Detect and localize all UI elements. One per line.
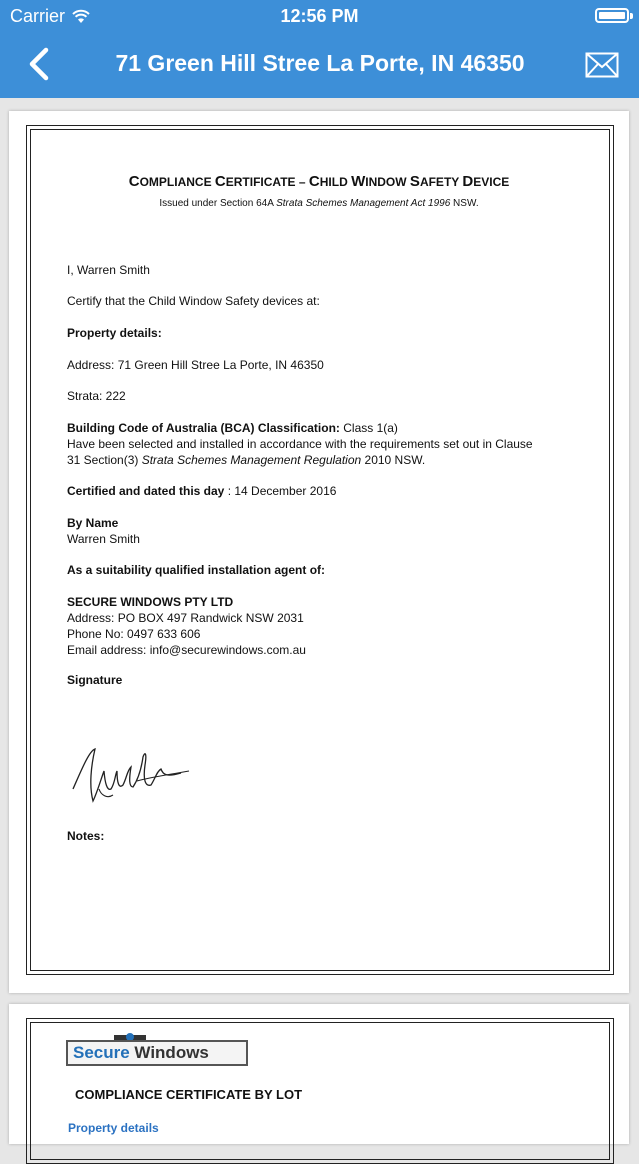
- mail-icon[interactable]: [585, 52, 619, 78]
- company-details: SECURE WINDOWS PTY LTD Address: PO BOX 497 Randwick NSW 2031 Phone No: 0497 633 606 Email address: info@securewindows.com.au: [67, 595, 306, 657]
- certificate-subtitle: Issued under Section 64A Strata Schemes Management Act 1996 NSW.: [159, 198, 479, 209]
- page-border-inner: [30, 129, 610, 971]
- certificate-page-1: [9, 111, 629, 993]
- carrier-label: Carrier: [10, 6, 66, 26]
- strata-text: Strata: 222: [67, 389, 126, 403]
- status-bar: [0, 0, 639, 34]
- by-name: By Name Warren Smith: [67, 516, 140, 546]
- bca-classification: Building Code of Australia (BCA) Classification: Class 1(a) Have been selected and installed in accordance with the requirements set out in Clause 31 Section(3) Strata Schemes Management Regulation 2010 NSW.: [67, 421, 533, 467]
- agent-heading: As a suitability qualified installation agent of:: [67, 563, 326, 577]
- battery-icon: [595, 8, 629, 23]
- page2-property-heading: Property details: [68, 1121, 159, 1135]
- signature-image: [71, 731, 211, 811]
- navigation-bar: [0, 0, 639, 98]
- notes-label: Notes:: [67, 829, 105, 843]
- certified-date: Certified and dated this day : 14 December 2016: [67, 484, 337, 498]
- secure-windows-logo: Secure Windows: [66, 1040, 248, 1066]
- clock: 12:56 PM: [280, 6, 359, 26]
- intro-text: I, Warren Smith: [67, 263, 150, 277]
- back-chevron-icon[interactable]: [22, 44, 58, 84]
- address-text: Address: 71 Green Hill Stree La Porte, IN 46350: [67, 358, 324, 372]
- page-border-outer: [26, 125, 614, 975]
- certificate-title: COMPLIANCE CERTIFICATE – CHILD WINDOW SAFETY DEVICE: [128, 173, 510, 190]
- battery-tip: [630, 13, 633, 19]
- page2-title: COMPLIANCE CERTIFICATE BY LOT: [75, 1087, 303, 1102]
- certify-text: Certify that the Child Window Safety devices at:: [67, 294, 320, 308]
- nav-title: 71 Green Hill Stree La Porte, IN 46350: [115, 50, 525, 76]
- property-heading: Property details:: [67, 326, 162, 340]
- signature-label: Signature: [67, 673, 123, 687]
